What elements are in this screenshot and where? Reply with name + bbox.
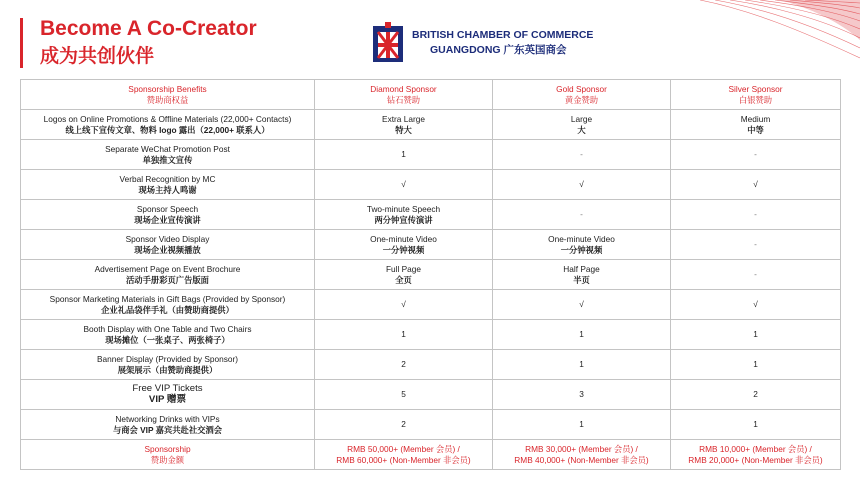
silver-value-cell: √ [671, 290, 841, 320]
gold-price-cell: RMB 30,000+ (Member 会员) / RMB 40,000+ (Non-Member 非会员) [493, 440, 671, 470]
table-header-row [21, 80, 841, 110]
sponsorship-table [20, 79, 841, 470]
diamond-value-cell: Two-minute Speech 两分钟宣传演讲 [315, 200, 493, 230]
gold-value-cell: - [493, 140, 671, 170]
diamond-value-cell: Full Page 全页 [315, 260, 493, 290]
silver-value-cell: - [671, 230, 841, 260]
diamond-value-cell: One-minute Video 一分钟视频 [315, 230, 493, 260]
diamond-value-cell: 1 [315, 320, 493, 350]
benefit-cell: Logos on Online Promotions & Offline Materials (22,000+ Contacts) 线上线下宣传文章、物料 logo 露出（22,000+ 联系人） [21, 110, 315, 140]
silver-value-cell: 2 [671, 380, 841, 410]
benefit-cell: Booth Display with One Table and Two Chairs 现场摊位（一张桌子、两张椅子） [21, 320, 315, 350]
silver-value-cell: - [671, 140, 841, 170]
header-silver: Silver Sponsor 白银赞助 [671, 80, 841, 110]
gold-value-cell: - [493, 200, 671, 230]
silver-value-cell: 1 [671, 320, 841, 350]
silver-value-cell: Medium 中等 [671, 110, 841, 140]
org-name: BRITISH CHAMBER OF COMMERCE [412, 29, 594, 41]
benefit-cell: Banner Display (Provided by Sponsor) 展架展示（由赞助商提供） [21, 350, 315, 380]
diamond-value-cell: √ [315, 170, 493, 200]
silver-value-cell: 1 [671, 410, 841, 440]
table-row [21, 260, 841, 290]
table-row [21, 290, 841, 320]
benefit-cell: Separate WeChat Promotion Post 单独推文宣传 [21, 140, 315, 170]
gold-value-cell: 3 [493, 380, 671, 410]
gold-value-cell: 1 [493, 350, 671, 380]
silver-value-cell: - [671, 200, 841, 230]
benefit-cell: Networking Drinks with VIPs 与商会 VIP 嘉宾共赴社交酒会 [21, 410, 315, 440]
table-row [21, 200, 841, 230]
gold-value-cell: √ [493, 290, 671, 320]
silver-value-cell: 1 [671, 350, 841, 380]
benefit-cell: Sponsor Marketing Materials in Gift Bags (Provided by Sponsor) 企业礼品袋伴手礼（由赞助商提供） [21, 290, 315, 320]
gold-value-cell: Large 大 [493, 110, 671, 140]
diamond-value-cell: 2 [315, 350, 493, 380]
page-title: Become A Co-Creator [40, 17, 257, 40]
table-row [21, 380, 841, 410]
gold-value-cell: 1 [493, 410, 671, 440]
silver-value-cell: √ [671, 170, 841, 200]
gold-value-cell: 1 [493, 320, 671, 350]
benefit-cell: Sponsor Video Display 现场企业视频播放 [21, 230, 315, 260]
diamond-value-cell: √ [315, 290, 493, 320]
header-diamond: Diamond Sponsor 钻石赞助 [315, 80, 493, 110]
org-name-zh: GUANGDONG 广东英国商会 [430, 44, 567, 56]
diamond-value-cell: 1 [315, 140, 493, 170]
header-benefits: Sponsorship Benefits 赞助商权益 [21, 80, 315, 110]
decorative-red-lines [660, 0, 860, 70]
gold-value-cell: One-minute Video 一分钟视频 [493, 230, 671, 260]
page-title-zh: 成为共创伙伴 [40, 46, 155, 67]
header-gold: Gold Sponsor 黄金赞助 [493, 80, 671, 110]
table-row [21, 140, 841, 170]
gold-value-cell: √ [493, 170, 671, 200]
benefit-cell: Sponsor Speech 现场企业宣传演讲 [21, 200, 315, 230]
benefit-cell: Free VIP Tickets VIP 赠票 [21, 380, 315, 410]
chamber-logo-icon [370, 22, 406, 64]
table-row [21, 230, 841, 260]
title-accent-bar [20, 18, 23, 68]
table-footer-row [21, 440, 841, 470]
gold-value-cell: Half Page 半页 [493, 260, 671, 290]
table-row [21, 170, 841, 200]
benefit-cell: Verbal Recognition by MC 现场主持人鸣谢 [21, 170, 315, 200]
diamond-value-cell: Extra Large 特大 [315, 110, 493, 140]
table-row [21, 350, 841, 380]
diamond-price-cell: RMB 50,000+ (Member 会员) / RMB 60,000+ (Non-Member 非会员) [315, 440, 493, 470]
diamond-value-cell: 5 [315, 380, 493, 410]
benefit-cell: Advertisement Page on Event Brochure 活动手册彩页广告版面 [21, 260, 315, 290]
diamond-value-cell: 2 [315, 410, 493, 440]
table-row [21, 410, 841, 440]
sponsorship-amount-label: Sponsorship 赞助金额 [21, 440, 315, 470]
silver-value-cell: - [671, 260, 841, 290]
table-row [21, 110, 841, 140]
silver-price-cell: RMB 10,000+ (Member 会员) / RMB 20,000+ (Non-Member 非会员) [671, 440, 841, 470]
table-row [21, 320, 841, 350]
